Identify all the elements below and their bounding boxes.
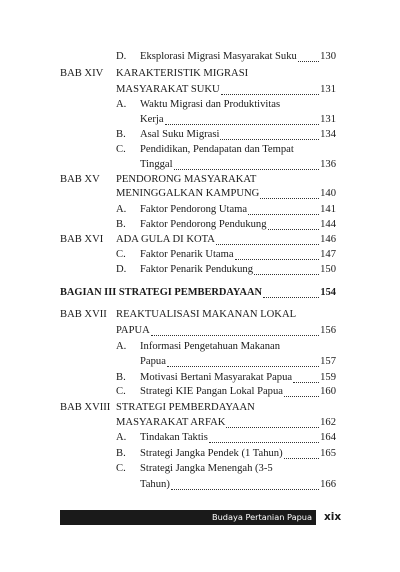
toc-entry-title: MENINGGALKAN KAMPUNG (116, 188, 260, 199)
toc-entry-title: Tahun) (140, 479, 170, 490)
toc-entry[interactable] (0, 400, 400, 416)
toc-entry[interactable] (0, 307, 400, 323)
toc-entry[interactable] (0, 97, 400, 113)
toc-entry-title: Strategi Jangka Pendek (1 Tahun) (140, 448, 283, 459)
toc-entry-title: Faktor Penarik Pendukung (140, 264, 253, 275)
toc-entry-title: Pendidikan, Pendapatan dan Tempat (140, 144, 294, 155)
toc-section-letter: A. (116, 341, 127, 352)
toc-page-number: 150 (320, 264, 336, 275)
toc-section-letter: B. (116, 219, 126, 230)
toc-part-title: BAGIAN III STRATEGI PEMBERDAYAAN (60, 287, 262, 298)
toc-entry-title: STRATEGI PEMBERDAYAAN (116, 402, 255, 413)
toc-entry-title: Motivasi Bertani Masyarakat Papua (140, 372, 293, 383)
toc-entry[interactable] (0, 430, 400, 446)
toc-dot-leader (284, 386, 319, 397)
toc-entry-title: Kerja (140, 114, 164, 125)
toc-section-letter: A. (116, 99, 127, 110)
toc-entry[interactable] (0, 446, 400, 462)
toc-section-letter: A. (116, 432, 127, 443)
toc-page-number: 162 (320, 417, 336, 428)
toc-entry-title: Informasi Pengetahuan Makanan (140, 341, 281, 352)
toc-entry-title: MASYARAKAT SUKU (116, 84, 220, 95)
toc-page-number: 130 (320, 51, 336, 62)
toc-dot-leader (167, 356, 319, 367)
footer-bar (60, 510, 316, 525)
toc-page-number: 131 (320, 114, 336, 125)
toc-page-number: 159 (320, 372, 336, 383)
toc-dot-leader (151, 325, 319, 336)
toc-chapter-number: BAB XV (60, 174, 100, 185)
toc-section-letter: D. (116, 264, 127, 275)
toc-section-letter: B. (116, 448, 126, 459)
footer-book-title: Budaya Pertanian Papua (211, 512, 312, 522)
toc-entry[interactable] (0, 461, 400, 477)
toc-chapter-number: BAB XIV (60, 68, 104, 79)
toc-dot-leader (226, 417, 319, 428)
toc-entry[interactable] (0, 339, 400, 355)
toc-section-letter: B. (116, 372, 126, 383)
toc-entry[interactable] (0, 157, 400, 173)
toc-entry[interactable] (0, 285, 400, 301)
toc-page-number: 131 (320, 84, 336, 95)
toc-entry-title: PAPUA (116, 325, 150, 336)
toc-entry[interactable] (0, 354, 400, 370)
toc-entry-title: ADA GULA DI KOTA (116, 234, 215, 245)
toc-entry-title: REAKTUALISASI MAKANAN LOKAL (116, 309, 297, 320)
toc-page-number: 160 (320, 386, 336, 397)
toc-entry-title: Papua (140, 356, 166, 367)
toc-entry-title: Tinggal (140, 159, 173, 170)
toc-entry[interactable] (0, 49, 400, 65)
toc-entry-title: Asal Suku Migrasi (140, 129, 220, 140)
toc-entry[interactable] (0, 477, 400, 493)
toc-entry-title: Waktu Migrasi dan Produktivitas (140, 99, 281, 110)
toc-section-letter: A. (116, 204, 127, 215)
toc-entry-title: Faktor Pendorong Pendukung (140, 219, 267, 230)
toc-section-letter: C. (116, 249, 126, 260)
toc-entry-title: Eksplorasi Migrasi Masyarakat Suku (140, 51, 297, 62)
toc-dot-leader (268, 219, 320, 230)
toc-entry-title: Strategi Jangka Menengah (3-5 (140, 463, 273, 474)
toc-entry[interactable] (0, 415, 400, 431)
toc-page-number: 156 (320, 325, 336, 336)
toc-chapter-number: BAB XVIII (60, 402, 111, 413)
toc-dot-leader (293, 372, 319, 383)
toc-section-letter: C. (116, 463, 126, 474)
toc-section-letter: B. (116, 129, 126, 140)
toc-dot-leader (254, 264, 319, 275)
toc-entry[interactable] (0, 217, 400, 233)
toc-page-number: 136 (320, 159, 336, 170)
toc-dot-leader (174, 159, 320, 170)
toc-dot-leader (260, 188, 319, 199)
toc-dot-leader (248, 204, 319, 215)
toc-dot-leader (171, 479, 319, 490)
toc-entry[interactable] (0, 186, 400, 202)
toc-page-number: 146 (320, 234, 336, 245)
toc-page-number: 164 (320, 432, 336, 443)
toc-page-number: 147 (320, 249, 336, 260)
toc-page-number: 157 (320, 356, 336, 367)
toc-page-number: 140 (320, 188, 336, 199)
toc-entry-title: PENDORONG MASYARAKAT (116, 174, 257, 185)
toc-entry[interactable] (0, 112, 400, 128)
toc-dot-leader (209, 432, 319, 443)
toc-section-letter: C. (116, 144, 126, 155)
toc-entry-title: MASYARAKAT ARFAK (116, 417, 226, 428)
toc-entry-title: Faktor Pendorong Utama (140, 204, 248, 215)
toc-chapter-number: BAB XVI (60, 234, 104, 245)
toc-dot-leader (221, 84, 319, 95)
toc-entry[interactable] (0, 142, 400, 158)
toc-dot-leader (216, 234, 319, 245)
toc-section-letter: C. (116, 386, 126, 397)
toc-page-number: 154 (320, 287, 336, 298)
toc-page-number: 134 (320, 129, 336, 140)
toc-entry-title: Tindakan Taktis (140, 432, 208, 443)
toc-dot-leader (220, 129, 319, 140)
toc-page-number: 165 (320, 448, 336, 459)
toc-entry-title: Faktor Penarik Utama (140, 249, 234, 260)
toc-entry[interactable] (0, 384, 400, 400)
toc-page-number: 141 (320, 204, 336, 215)
toc-page-number: 166 (320, 479, 336, 490)
toc-entry[interactable] (0, 232, 400, 248)
toc-entry-title: Strategi KIE Pangan Lokal Papua (140, 386, 283, 397)
toc-chapter-number: BAB XVII (60, 309, 107, 320)
toc-dot-leader (165, 114, 320, 125)
page-number: xix (324, 511, 342, 523)
toc-dot-leader (235, 249, 320, 260)
toc-entry[interactable] (0, 262, 400, 278)
toc-entry[interactable] (0, 202, 400, 218)
toc-dot-leader (284, 448, 319, 459)
toc-entry[interactable] (0, 323, 400, 339)
toc-entry[interactable] (0, 82, 400, 98)
toc-entry-title: KARAKTERISTIK MIGRASI (116, 68, 249, 79)
toc-page-number: 144 (320, 219, 336, 230)
toc-dot-leader (263, 287, 319, 298)
toc-entry[interactable] (0, 66, 400, 82)
toc-entry[interactable] (0, 247, 400, 263)
toc-section-letter: D. (116, 51, 127, 62)
toc-entry[interactable] (0, 127, 400, 143)
toc-dot-leader (298, 51, 319, 62)
